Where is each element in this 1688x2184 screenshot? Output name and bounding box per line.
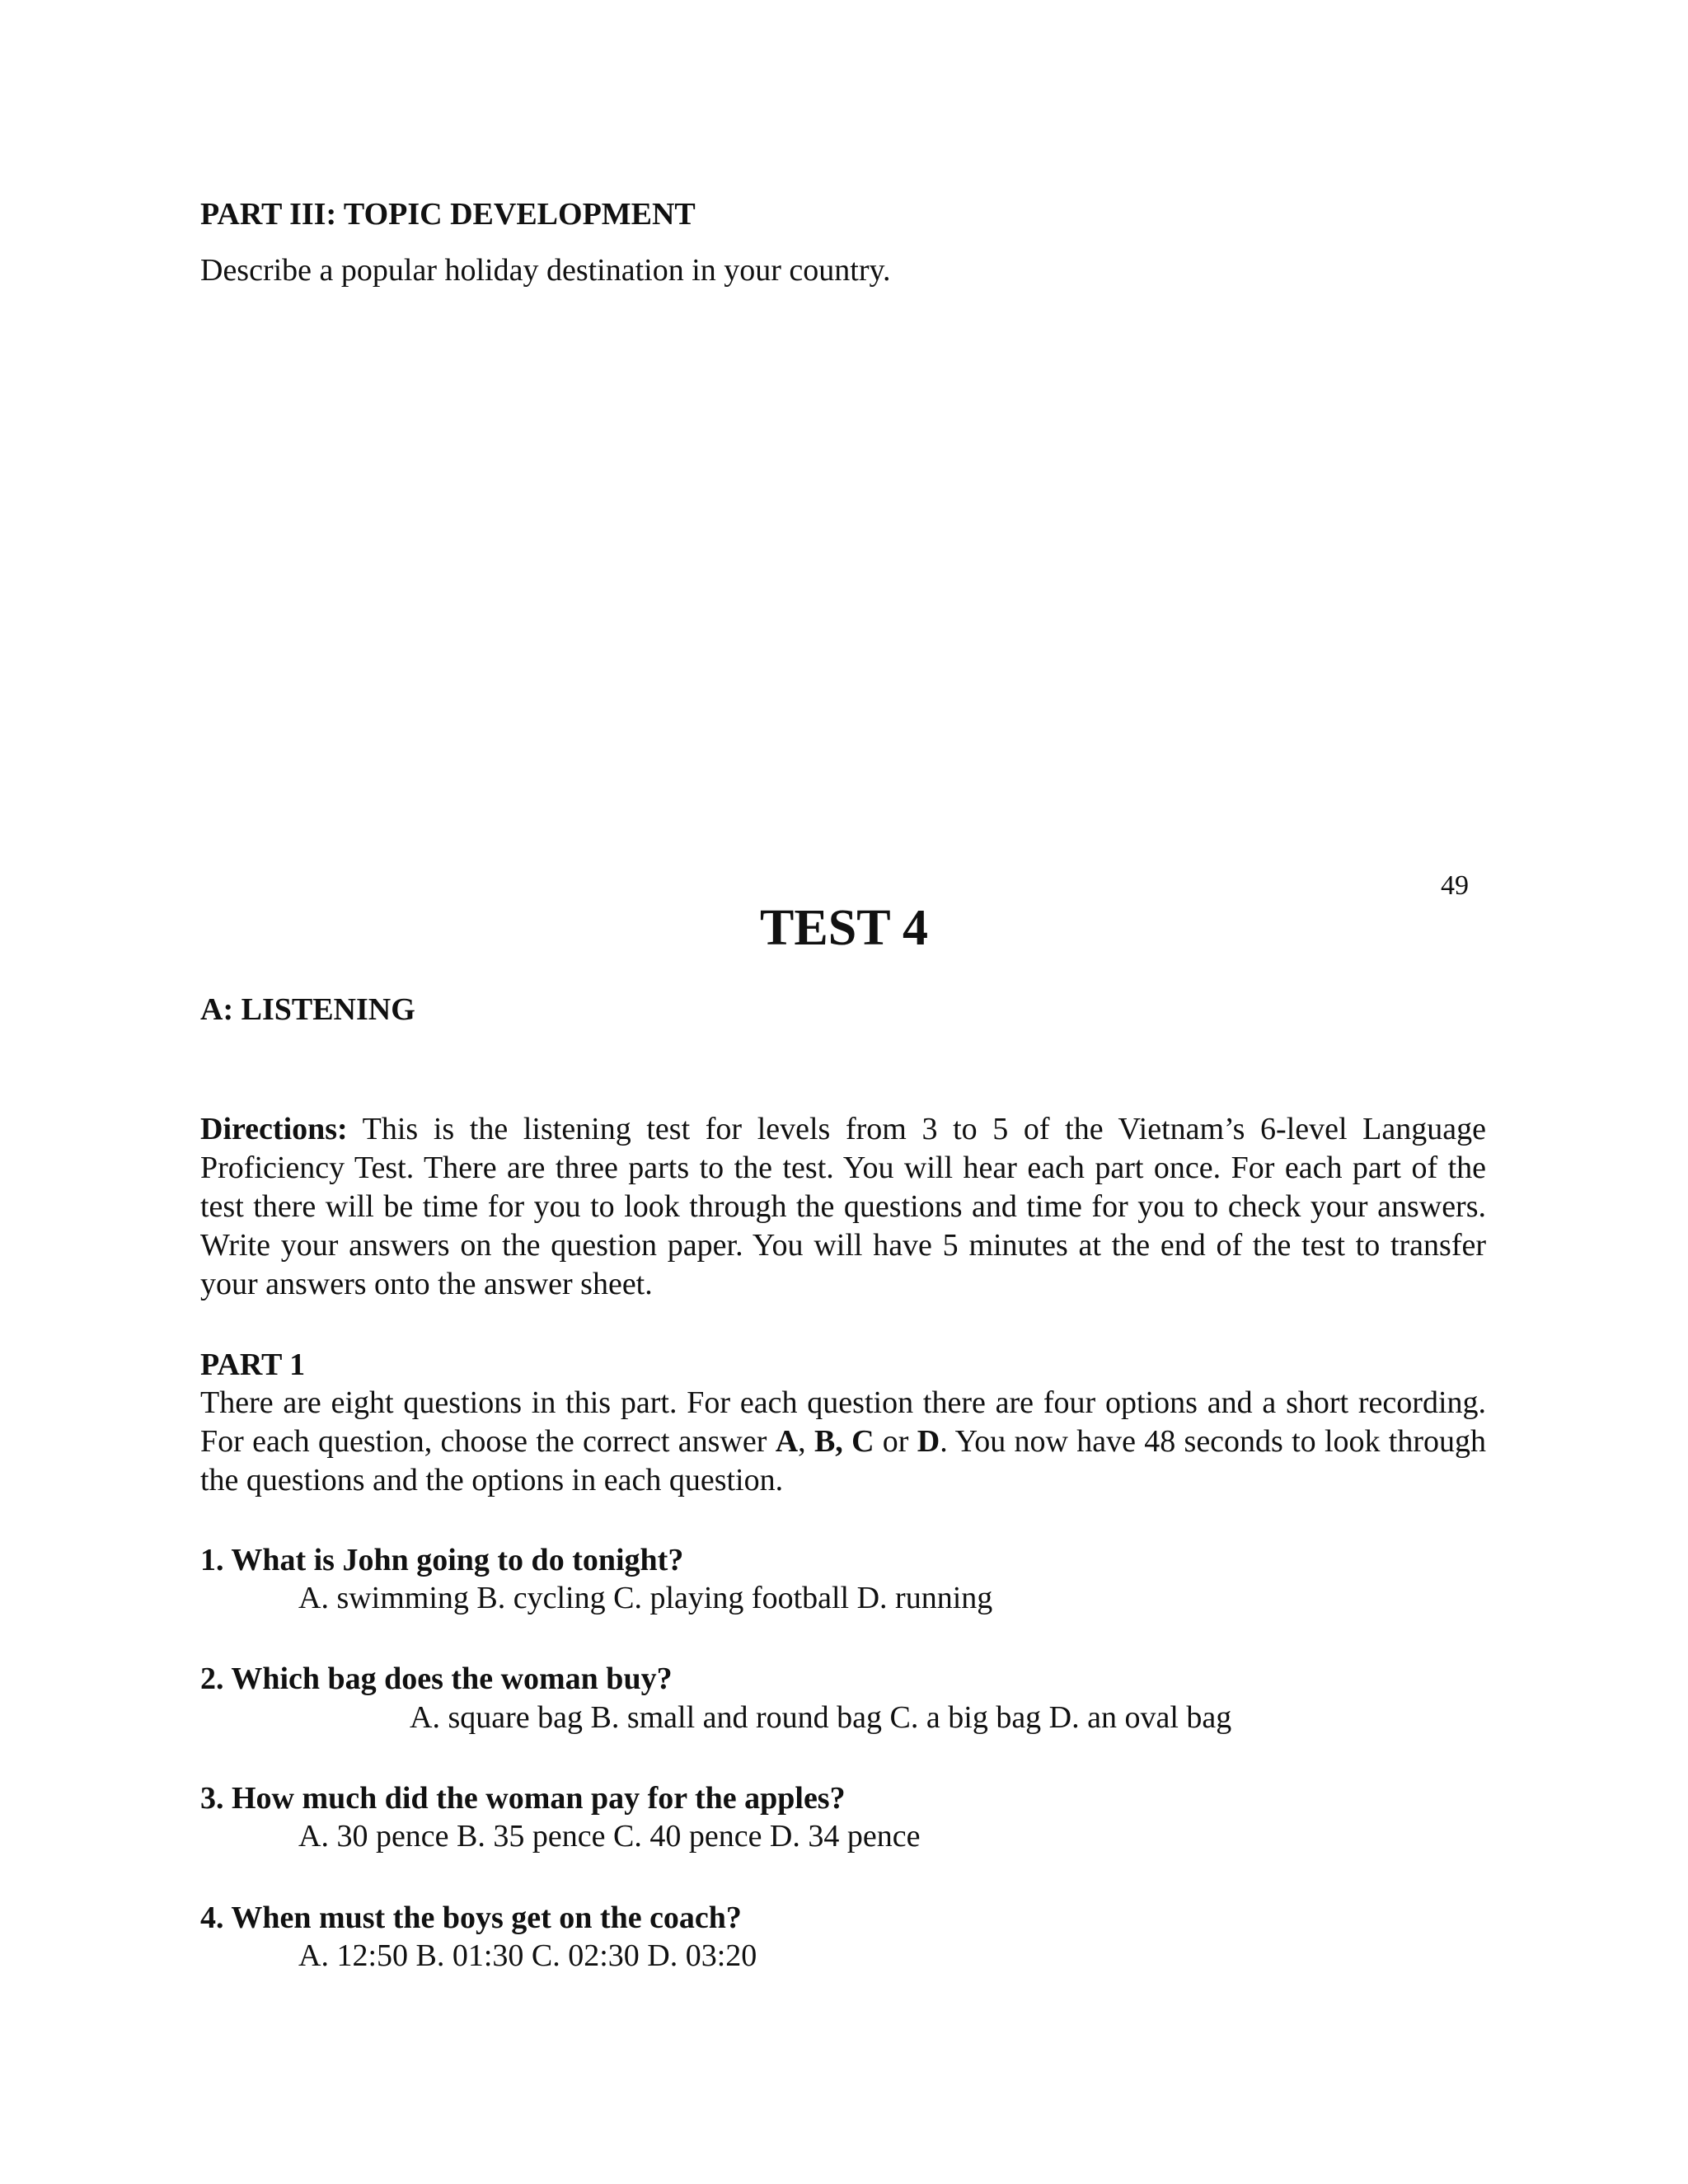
part3-heading: PART III: TOPIC DEVELOPMENT [200,197,696,232]
question-2-title: 2. Which bag does the woman buy? [200,1661,673,1696]
question-3-title: 3. How much did the woman pay for the apples? [200,1781,846,1816]
part3-prompt: Describe a popular holiday destination in your country. [200,253,891,288]
section-heading-listening: A: LISTENING [200,992,415,1027]
part1-intro-end: . You now have 48 seconds to look through the questions and the options in each question. [200,1424,1487,1497]
question-1-options: A. swimming B. cycling C. playing football D. running [298,1581,993,1615]
question-1-title: 1. What is John going to do tonight? [200,1543,684,1577]
page-number: 49 [1441,870,1469,901]
option-d-label: D [917,1424,940,1459]
directions-paragraph [200,1110,1486,1304]
question-4-title: 4. When must the boys get on the coach? [200,1900,742,1935]
option-a-label: A [775,1424,799,1459]
part1-intro [200,1384,1486,1500]
question-3-options: A. 30 pence B. 35 pence C. 40 pence D. 34 pence [298,1819,921,1854]
question-2-options: A. square bag B. small and round bag C. a big bag D. an oval bag [410,1700,1232,1735]
option-bc-label: B, C [814,1424,874,1459]
test-title: TEST 4 [760,900,928,956]
option-separator-2: or [874,1424,917,1459]
part1-heading: PART 1 [200,1347,306,1382]
option-separator-1: , [798,1424,814,1459]
part1-intro-start: There are eight questions in this part. For each question there are four options and a short recording. For each question, choose the correct answer [200,1385,1486,1459]
directions-text: This is the listening test for levels from 3 to 5 of the Vietnam’s 6-level Language Proficiency Test. There are three parts to the test. You will hear each part once. For each part of the test there will be time for you to look through the questions and time for you to check your answers. Write your answers on the question paper. You will have 5 minutes at the end of the test to transfer your answers onto the answer sheet. [200,1112,1486,1301]
question-4-options: A. 12:50 B. 01:30 C. 02:30 D. 03:20 [298,1938,757,1973]
directions-label: Directions: [200,1112,348,1146]
